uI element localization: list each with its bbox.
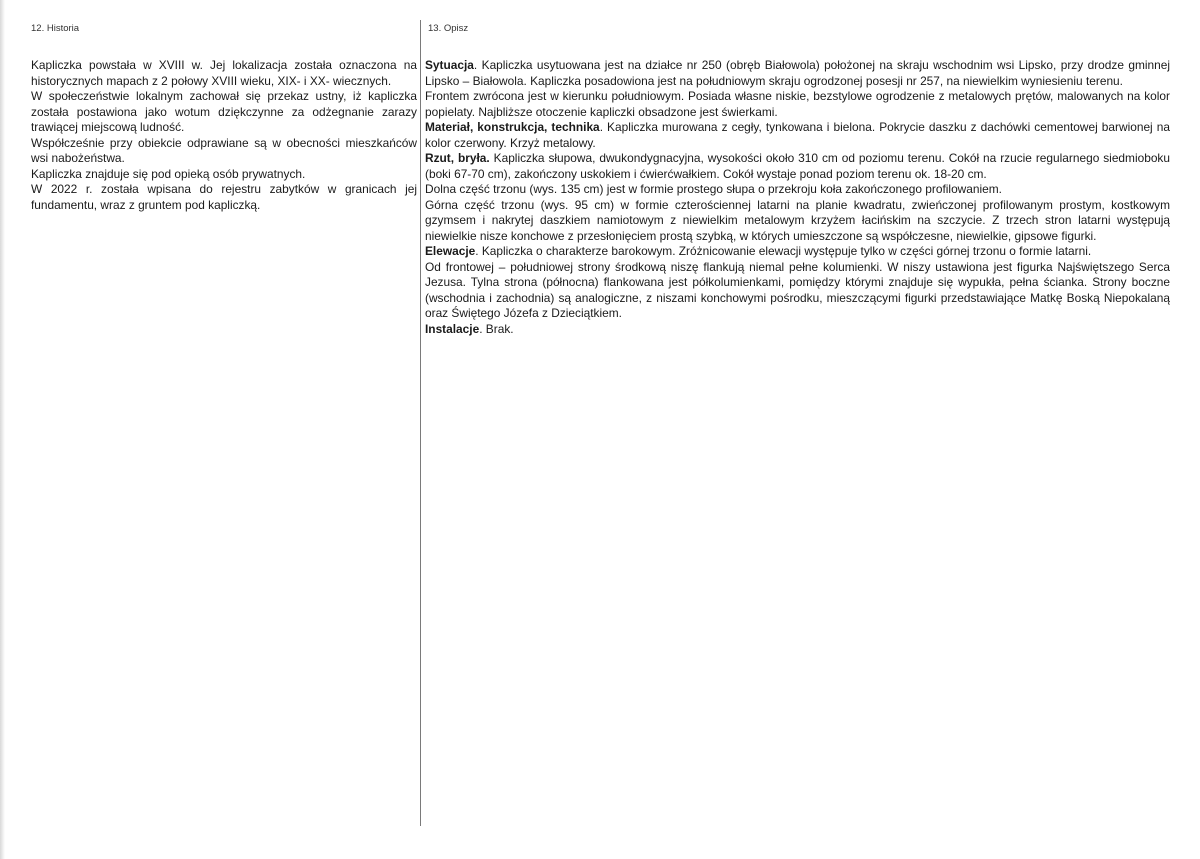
historia-label: 12. Historia [31, 23, 80, 34]
historia-paragraph: Kapliczka znajduje się pod opieką osób prywatnych. [31, 166, 306, 181]
historia-section [31, 22, 417, 213]
opisz-paragraph-sytuacja: Sytuacja. Kapliczka usytuowana jest na działce nr 250 (obręb Białowola) położonej na skraju wschodnim wsi Lipsko, przy drodze gminnej Lipsko – Białowola. Kapliczka posadowiona jest na południowym skraju ogrodzonej posesji nr 257, na niewielkim wyniesieniu terenu. [425, 58, 1170, 88]
opisz-paragraph: Górna część trzonu (wys. 95 cm) w formie czterościennej latarni na planie kwadratu, zwieńczonej profilowanym prostym, kostkowym gzymsem i nakrytej daszkiem namiotowym z niewielkim metalowym krzyżem łacińskim na szczycie. Z trzech stron latarni występują niewielkie nisze konchowe z przesłonięciem prostą szybką, w których umieszczone są współczesne, niewielkie, gipsowe figurki. [425, 197, 1170, 243]
heading-rzut: Rzut, bryła. [425, 151, 490, 165]
column-divider [420, 20, 421, 826]
heading-elewacje: Elewacje [425, 244, 476, 258]
opisz-paragraph: Dolna część trzonu (wys. 135 cm) jest w formie prostego słupa o przekroju koła zakończonego profilowaniem. [425, 182, 1002, 196]
heading-sytuacja: Sytuacja [425, 58, 474, 72]
opisz-paragraph-rzut: Rzut, bryła. Kapliczka słupowa, dwukondygnacyjna, wysokości około 310 cm od poziomu terenu. Cokół na rzucie regularnego siedmioboku (boki 67-70 cm), zakończony uskokiem i ćwierćwałkiem. Cokół wystaje ponad poziom terenu ok. 18-20 cm. [425, 151, 1170, 181]
scan-edge-shadow [0, 0, 5, 859]
opisz-paragraph-material: Materiał, konstrukcja, technika. Kapliczka murowana z cegły, tynkowana i bielona. Pokrycie daszku z dachówki cementowej barwionej na kolor czerwony. Krzyż metalowy. [425, 120, 1170, 150]
opisz-paragraph-elewacje: Elewacje. Kapliczka o charakterze barokowym. Zróżnicowanie elewacji występuje tylko w części górnej trzonu o formie latarni. [425, 244, 1092, 258]
historia-paragraph: Kapliczka powstała w XVIII w. Jej lokalizacja została oznaczona na historycznych mapach z 2 połowy XVIII wieku, XIX- i XX- wiecznych. [31, 58, 417, 88]
opisz-label: 13. Opisz [428, 23, 469, 34]
opisz-paragraph: Frontem zwrócona jest w kierunku południowym. Posiada własne niskie, bezstylowe ogrodzenie z metalowych prętów, malowanych na kolor popielaty. Najbliższe otoczenie kapliczki obsadzone jest świerkami. [425, 89, 1170, 119]
opisz-paragraph-instalacje: Instalacje. Brak. [425, 321, 514, 336]
historia-paragraph: W 2022 r. została wpisana do rejestru zabytków w granicach jej fundamentu, wraz z gruntem pod kapliczką. [31, 182, 417, 212]
opisz-section [425, 22, 1170, 337]
heading-material: Materiał, konstrukcja, technika [425, 120, 600, 134]
heading-instalacje: Instalacje [425, 321, 480, 336]
historia-paragraph: W społeczeństwie lokalnym zachował się przekaz ustny, iż kapliczka została postawiona jako wotum dziękczynne za odżegnanie zarazy trawiącej miejscową ludność. [31, 89, 417, 134]
historia-paragraph: Współcześnie przy obiekcie odprawiane są w obecności mieszkańców wsi nabożeństwa. [31, 135, 417, 165]
opisz-paragraph: Od frontowej – południowej strony środkową niszę flankują niemal pełne kolumienki. W niszy ustawiona jest figurka Najświętszego Serca Jezusa. Tylna strona (północna) flankowana jest półkolumienkami, pomiędzy którymi znajduje się wypukła, pełna ścianka. Strony boczne (wschodnia i zachodnia) są analogiczne, z niszami konchowymi pośrodku, mieszczącymi figurki przedstawiające Matkę Boską Niepokalaną oraz Świętego Józefa z Dzieciątkiem. [425, 259, 1170, 320]
